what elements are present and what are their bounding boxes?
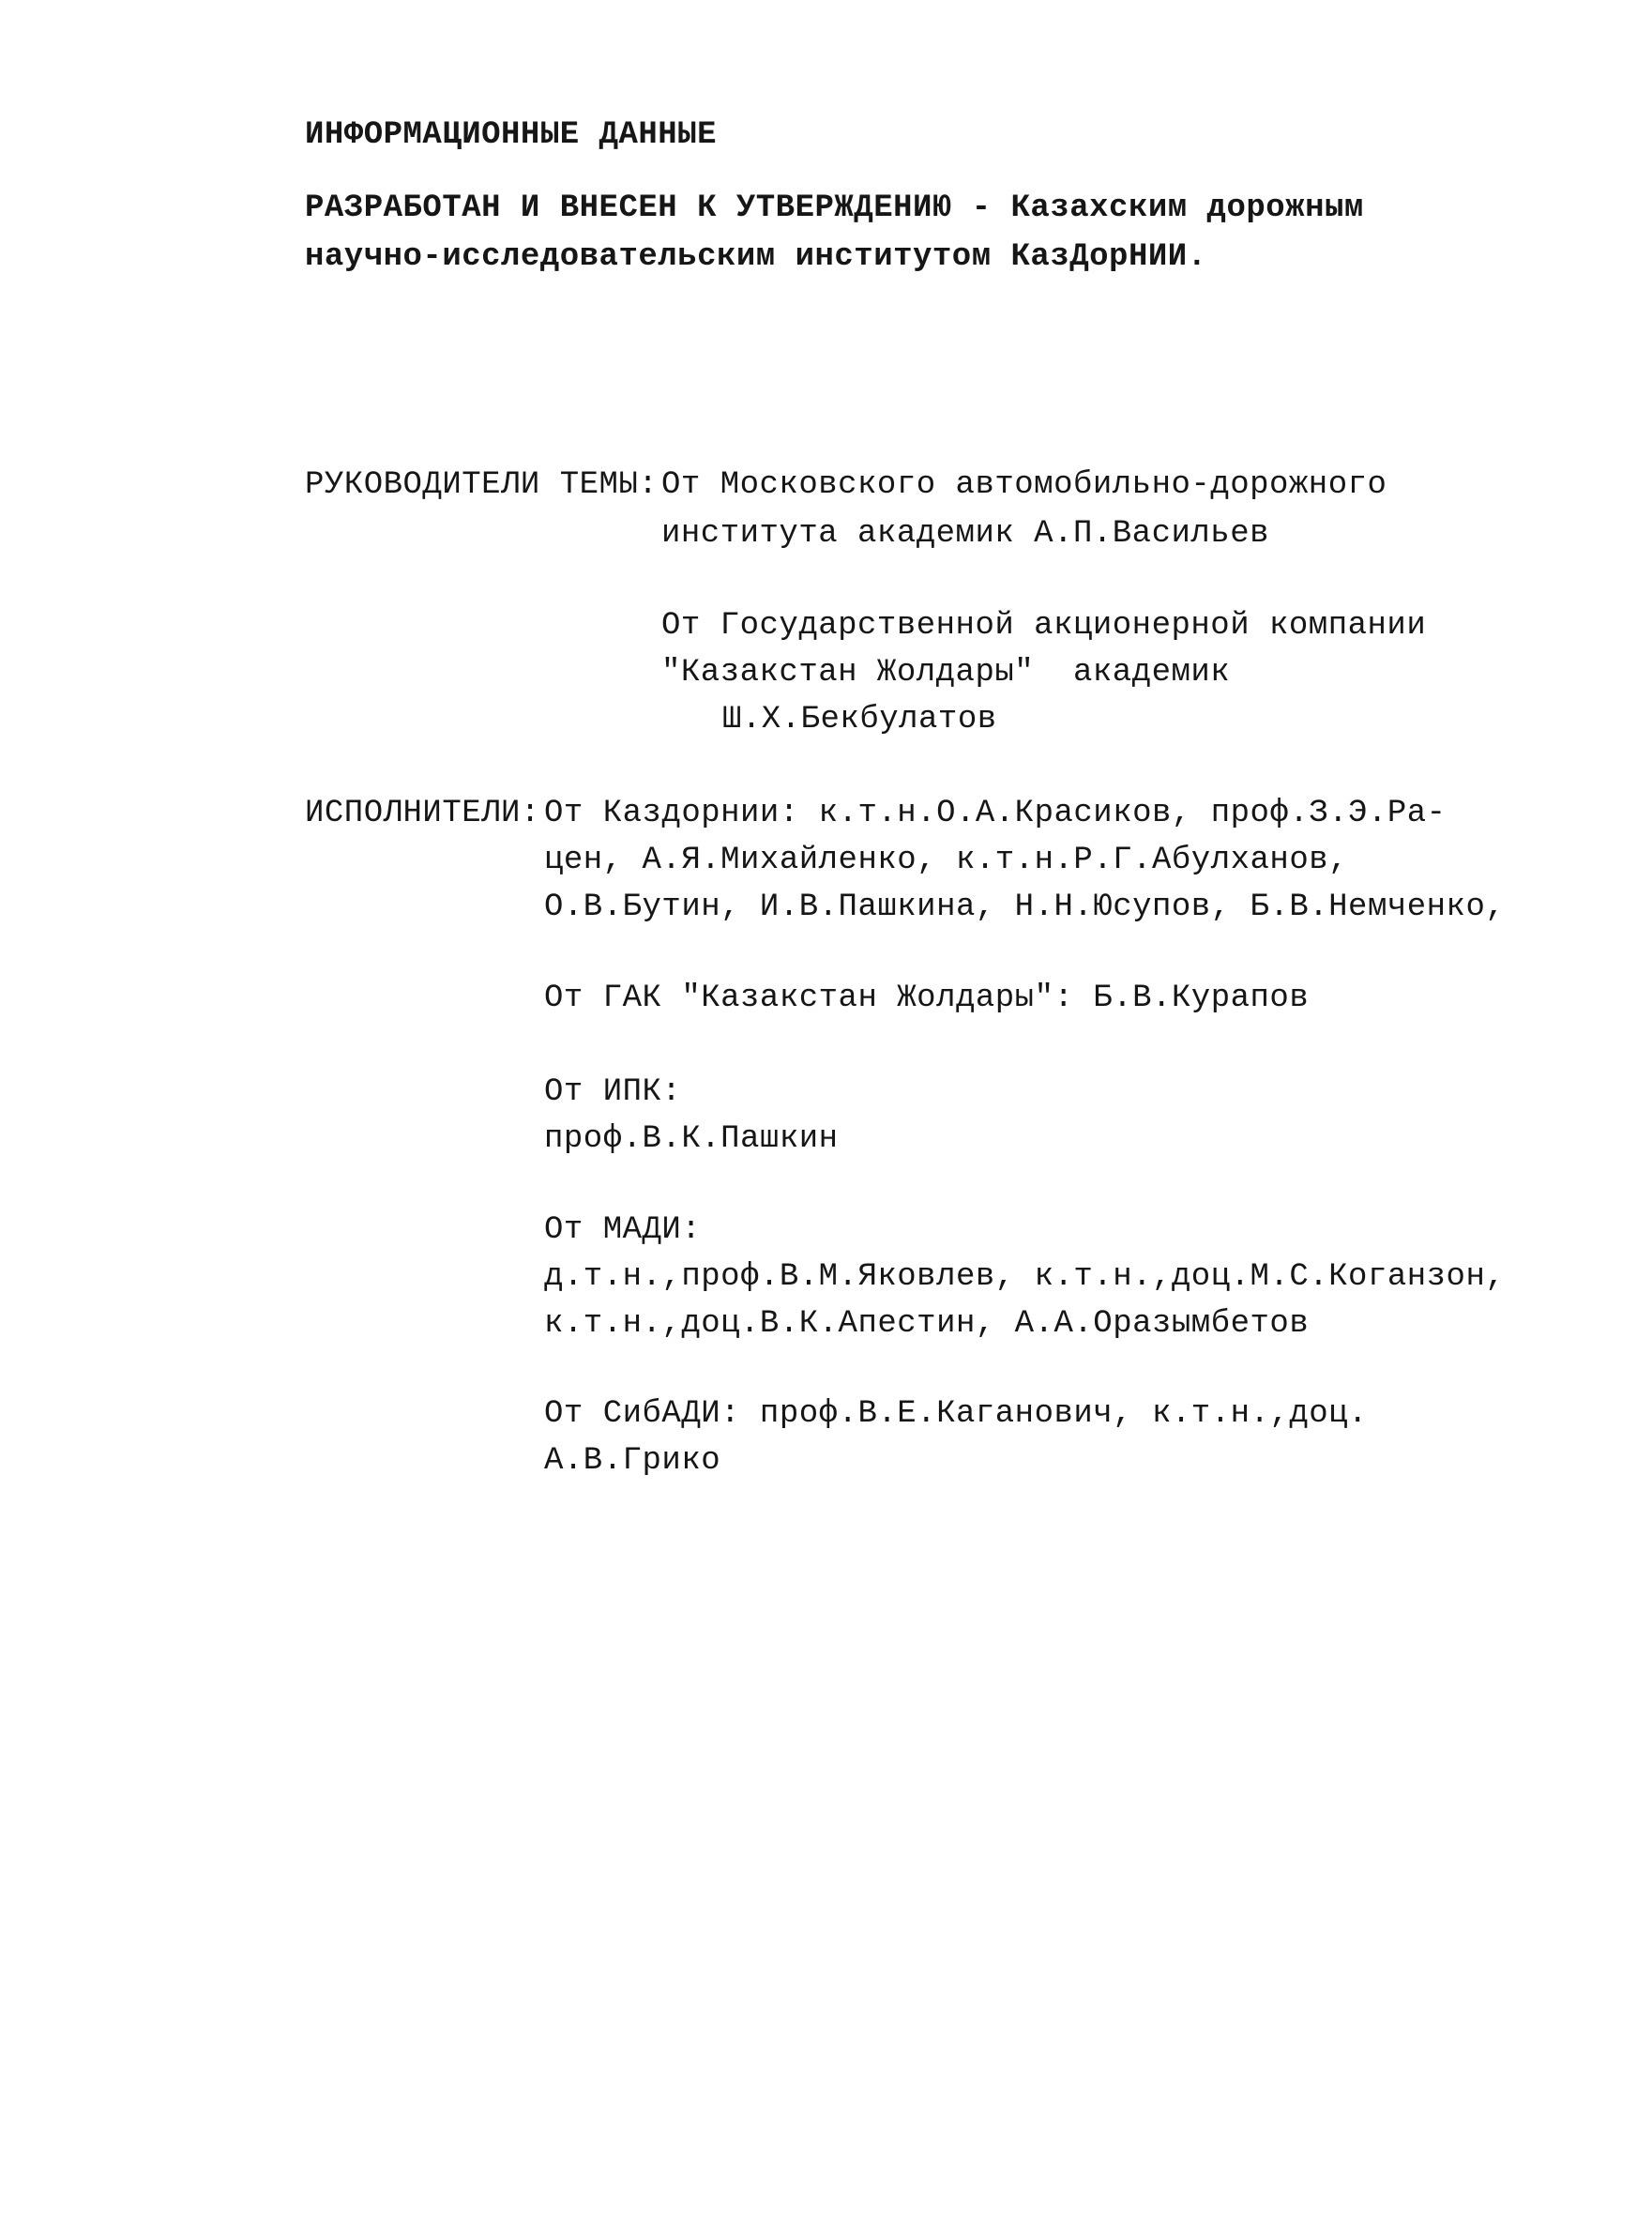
- executors-kazdornii-line-1: От Каздорнии: к.т.н.О.А.Красиков, проф.З.Э.Ра-: [544, 796, 1447, 831]
- leaders-line-3: От Государственной акционерной компании: [661, 608, 1427, 644]
- executors-ipk-line-2: проф.В.К.Пашкин: [544, 1121, 839, 1157]
- developed-line-2: научно-исследовательским институтом КазДорНИИ.: [305, 239, 1207, 275]
- leaders-line-1: От Московского автомобильно-дорожного: [661, 467, 1387, 503]
- executors-sibadi-line-2: А.В.Грико: [544, 1443, 721, 1479]
- executors-gak: От ГАК "Казакстан Жолдары": Б.В.Курапов: [544, 981, 1310, 1016]
- executors-label: ИСПОЛНИТЕЛИ:: [305, 796, 540, 831]
- leaders-label: РУКОВОДИТЕЛИ ТЕМЫ:: [305, 467, 659, 503]
- developed-line-1: РАЗРАБОТАН И ВНЕСЕН К УТВЕРЖДЕНИЮ - Казахским дорожным: [305, 190, 1364, 226]
- executors-sibadi-line-1: От СибАДИ: проф.В.Е.Каганович, к.т.н.,доц.: [544, 1396, 1368, 1432]
- executors-kazdornii-line-3: О.В.Бутин, И.В.Пашкина, Н.Н.Юсупов, Б.В.Немченко,: [544, 890, 1506, 925]
- leaders-line-4: "Казакстан Жолдары" академик: [661, 655, 1231, 691]
- executors-madi-line-1: От МАДИ:: [544, 1212, 702, 1248]
- executors-ipk-line-1: От ИПК:: [544, 1074, 682, 1110]
- executors-madi-line-3: к.т.н.,доц.В.К.Апестин, А.А.Оразымбетов: [544, 1306, 1310, 1342]
- executors-kazdornii-line-2: цен, А.Я.Михайленко, к.т.н.Р.Г.Абулханов,: [544, 843, 1349, 878]
- leaders-line-2: института академик А.П.Васильев: [661, 516, 1270, 552]
- leaders-line-5: Ш.Х.Бекбулатов: [722, 702, 997, 737]
- document-heading: ИНФОРМАЦИОННЫЕ ДАННЫЕ: [305, 117, 717, 153]
- executors-madi-line-2: д.т.н.,проф.В.М.Яковлев, к.т.н.,доц.М.С.Коганзон,: [544, 1259, 1506, 1295]
